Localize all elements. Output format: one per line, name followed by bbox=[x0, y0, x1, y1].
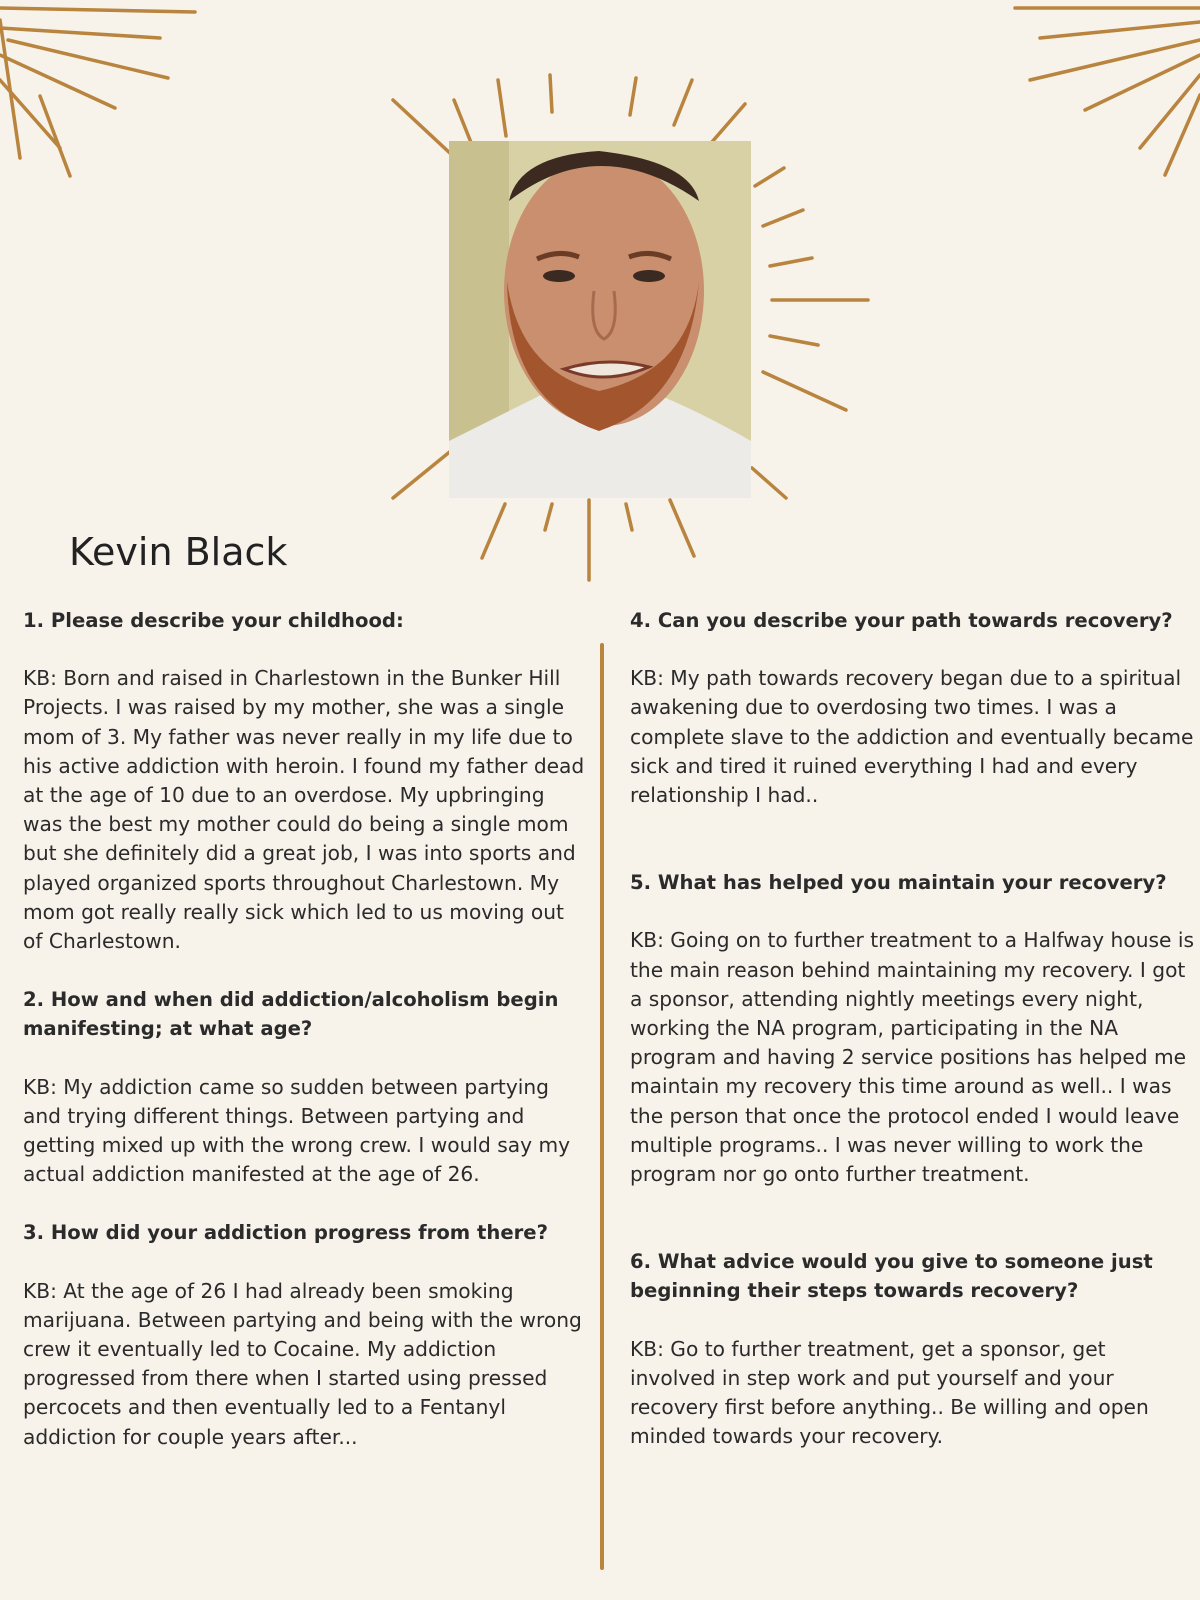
answer-5: KB: Going on to further treatment to a Halfway house is the main reason behind maintaining my recovery. I got a sponsor, attending nightly meetings every night, working the NA program, participating in the NA program and having 2 service positions has helped me maintain my recovery this time around as well.. I was the person that once the protocol ended I would leave multiple programs.. I was never willing to work the program nor go onto further treatment. bbox=[630, 928, 1194, 1187]
question-2: 2. How and when did addiction/alcoholism begin manifesting; at what age? bbox=[23, 988, 559, 1041]
qa-1 bbox=[23, 606, 588, 956]
answer-4: KB: My path towards recovery began due to a spiritual awakening due to overdosing two times. I was a complete slave to the addiction and eventually became sick and tired it ruined everything I had and every relationship I had.. bbox=[630, 666, 1194, 808]
question-4: 4. Can you describe your path towards recovery? bbox=[630, 609, 1173, 632]
portrait-illustration bbox=[449, 141, 751, 498]
question-6: 6. What advice would you give to someone just beginning their steps towards recovery? bbox=[630, 1250, 1153, 1303]
top-left-sunburst bbox=[0, 8, 195, 176]
question-1: 1. Please describe your childhood: bbox=[23, 609, 404, 632]
qa-5 bbox=[630, 868, 1195, 1189]
portrait-photo bbox=[449, 141, 751, 498]
question-5: 5. What has helped you maintain your recovery? bbox=[630, 871, 1167, 895]
left-column bbox=[23, 606, 588, 1452]
answer-2: KB: My addiction came so sudden between partying and trying different things. Between partying and getting mixed up with the wrong crew. I would say my actual addiction manifested at the age of 26. bbox=[23, 1074, 571, 1187]
qa-4 bbox=[630, 606, 1195, 810]
qa-2 bbox=[23, 985, 588, 1189]
qa-6 bbox=[630, 1247, 1195, 1451]
subject-name: Kevin Black bbox=[69, 530, 288, 574]
answer-3: KB: At the age of 26 I had already been smoking marijuana. Between partying and being with the wrong crew it eventually led to Cocaine. My addiction progressed from there when I started using pressed percocets and then eventually led to a Fentanyl addiction for couple years after... bbox=[23, 1278, 582, 1449]
qa-3 bbox=[23, 1218, 588, 1451]
column-divider bbox=[600, 643, 604, 1570]
answer-6: KB: Go to further treatment, get a sponsor, get involved in step work and put yourself and your recovery first before anything.. Be willing and open minded towards your recovery. bbox=[630, 1336, 1149, 1449]
right-column bbox=[630, 606, 1195, 1451]
question-3: 3. How did your addiction progress from there? bbox=[23, 1221, 548, 1245]
answer-1: KB: Born and raised in Charlestown in the Bunker Hill Projects. I was raised by my mother, she was a single mom of 3. My father was never really in my life due to his active addiction with heroin. I found my father dead at the age of 10 due to an overdose. My upbringing was the best my mother could do being a single mom but she definitely did a great job, I was into sports and played organized sports throughout Charlestown. My mom got really really sick which led to us moving out of Charlestown. bbox=[23, 666, 585, 954]
top-right-sunburst bbox=[1015, 8, 1200, 175]
